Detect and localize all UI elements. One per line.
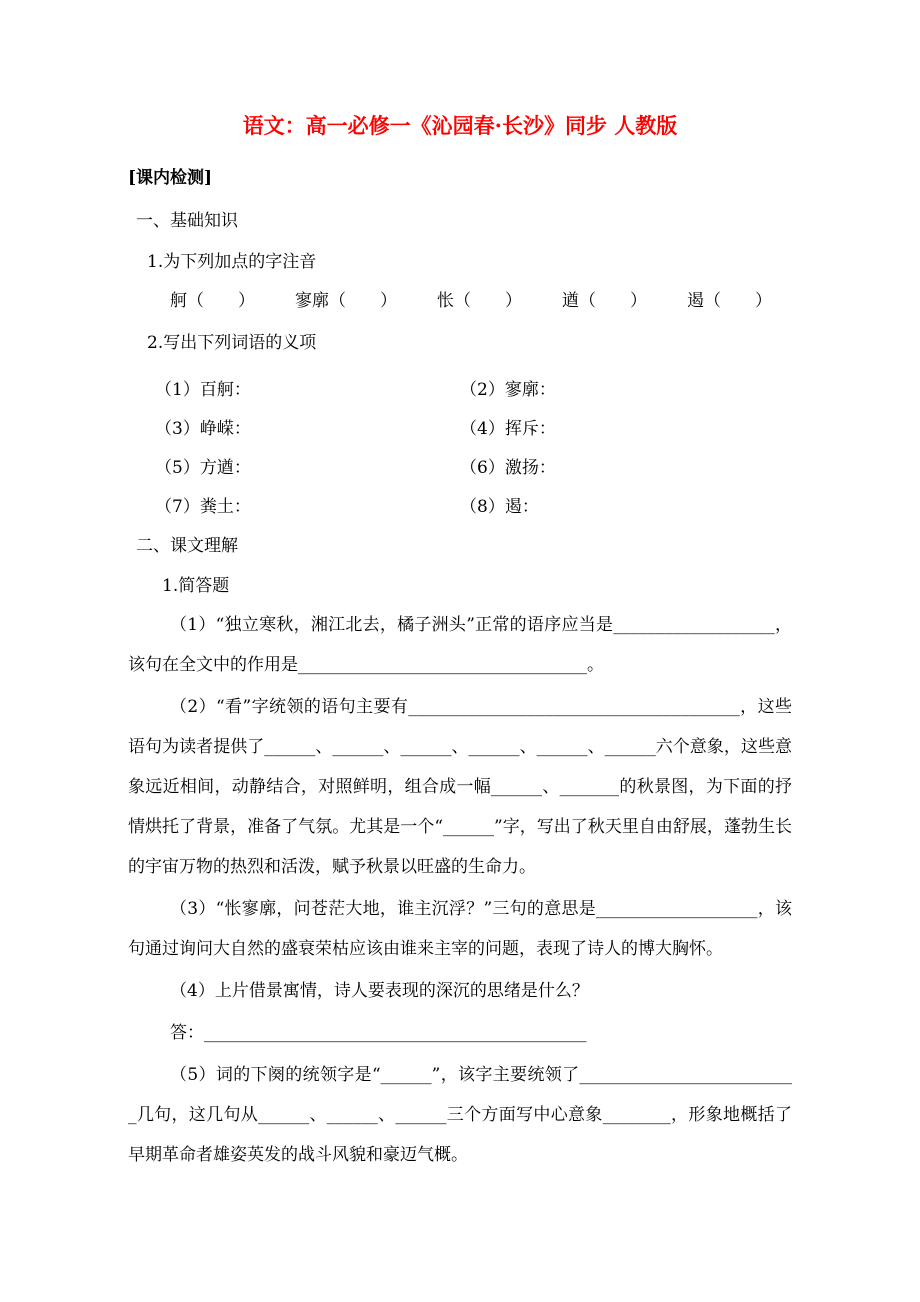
term-definition-item: （6）激扬： — [460, 458, 556, 478]
part2-heading: 二、课文理解 — [136, 536, 238, 556]
section-label: [课内检测] — [128, 168, 213, 188]
answer-blank-line: 答：_____________________________________________ — [170, 1023, 587, 1043]
page-title: 语文：高一必修一《沁园春·长沙》同步 人教版 — [242, 113, 678, 138]
short-answer-label: 1.简答题 — [162, 576, 230, 596]
term-definition-item: （5）方遒： — [155, 458, 251, 478]
question-1-paragraph: （1）“独立寒秋，湘江北去，橘子洲头”正常的语序应当是___________________，该句在全文中的作用是__________________________________。 — [128, 615, 792, 675]
term-definition-item: （2）寥廓： — [460, 380, 556, 400]
question-3-paragraph: （3）“怅寥廓，问苍茫大地，谁主沉浮？”三句的意思是___________________，该句通过询问大自然的盛衰荣枯应该由谁来主宰的问题，表现了诗人的博大胸怀。 — [128, 899, 792, 959]
part1-heading: 一、基础知识 — [136, 211, 238, 231]
term-definition-item: （8）遏： — [460, 497, 539, 517]
pinyin-question-label: 1.为下列加点的字注音 — [147, 252, 317, 272]
term-definition-item: （4）挥斥： — [460, 419, 556, 439]
term-definition-item: （3）峥嵘： — [155, 419, 251, 439]
question-4-paragraph: （4）上片借景寓情，诗人要表现的深沉的思绪是什么？ — [170, 981, 589, 1001]
terms-grid — [128, 371, 792, 527]
definitions-question-label: 2.写出下列词语的义项 — [147, 333, 317, 353]
pinyin-item: 怅（ ） — [437, 291, 522, 311]
term-definition-item: （1）百舸： — [155, 380, 251, 400]
pinyin-row — [170, 290, 792, 312]
pinyin-item: 寥廓（ ） — [295, 291, 397, 311]
pinyin-item: 遒（ ） — [562, 291, 647, 311]
pinyin-item: 遏（ ） — [687, 291, 772, 311]
question-5-paragraph: （5）词的下阕的统领字是“______”，该字主要统领了__________________________几句，这几句从______、______、______三个方面写中心意象________，形象地概括了早期革命者雄姿英发的战斗风貌和豪迈气概。 — [128, 1065, 792, 1165]
term-definition-item: （7）粪土： — [155, 497, 251, 517]
question-2-paragraph: （2）“看”字统领的语句主要有_______________________________________，这些语句为读者提供了______、______、______、______、______、______六个意象，这些意象远近相间，动静结合，对照鲜明，组合成一幅______、_______的秋景图，为下面的抒情烘托了背景，准备了气氛。尤其是一个“______”字，写出了秋天里自由舒展，蓬勃生长的宇宙万物的热烈和活泼，赋予秋景以旺盛的生命力。 — [128, 697, 792, 877]
pinyin-item: 舸（ ） — [170, 291, 255, 311]
